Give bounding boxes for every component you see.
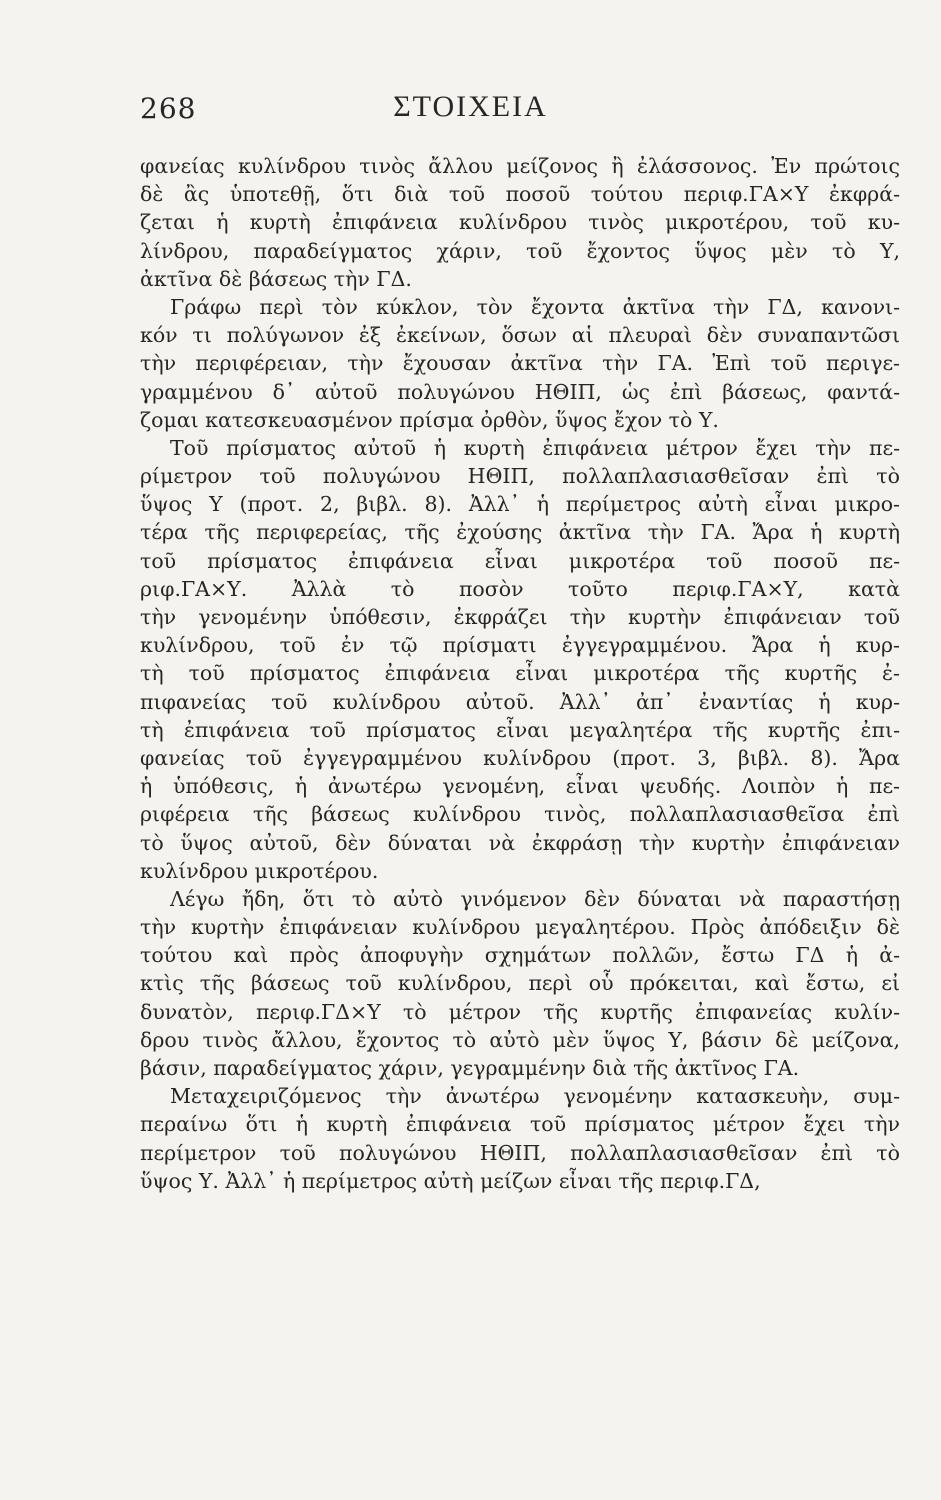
text-line: τοῦ πρίσματος ἐπιφάνεια εἶναι μικροτέρα τοῦ ποσοῦ πε- bbox=[140, 548, 900, 573]
paragraph bbox=[140, 293, 900, 434]
text-line: περαίνω ὅτι ἡ κυρτὴ ἐπιφάνεια τοῦ πρίσματος μέτρον ἔχει τὴν bbox=[140, 1112, 900, 1137]
text-line: κόν τι πολύγωνον ἐξ ἐκείνων, ὅσων αἱ πλευραὶ δὲν συναπαντῶσι bbox=[140, 323, 900, 348]
text-line: γραμμένου δ᾽ αὐτοῦ πολυγώνου ΗΘΙΠ, ὡς ἐπὶ βάσεως, φαντά- bbox=[140, 379, 900, 404]
text-line: ἡ ὑπόθεσις, ἡ ἀνωτέρω γενομένη, εἶναι ψευδής. Λοιπὸν ἡ πε- bbox=[140, 774, 900, 799]
text-line: πιφανείας τοῦ κυλίνδρου αὐτοῦ. Ἀλλ᾽ ἀπ᾽ ἐναντίας ἡ κυρ- bbox=[140, 689, 900, 714]
text-line: τέρα τῆς περιφερείας, τῆς ἐχούσης ἀκτῖνα τὴν ΓΑ. Ἄρα ἡ κυρτὴ bbox=[140, 520, 900, 545]
running-title: ΣΤΟΙΧΕΙΑ bbox=[393, 90, 548, 123]
paragraph bbox=[140, 1082, 900, 1195]
text-line: τὴ τοῦ πρίσματος ἐπιφάνεια εἶναι μικροτέρα τῆς κυρτῆς ἐ- bbox=[140, 661, 900, 686]
text-line: τὴν γενομένην ὑπόθεσιν, ἐκφράζει τὴν κυρτὴν ἐπιφάνειαν τοῦ bbox=[140, 605, 900, 629]
text-line: ζεται ἡ κυρτὴ ἐπιφάνεια κυλίνδρου τινὸς μικροτέρου, τοῦ κυ- bbox=[140, 210, 900, 235]
text-line: ὕψος Υ. Ἀλλ᾽ ἡ περίμετρος αὐτὴ μείζων εἶναι τῆς περιφ.ΓΔ, bbox=[140, 1168, 761, 1193]
page-header bbox=[0, 88, 941, 138]
text-line: Τοῦ πρίσματος αὐτοῦ ἡ κυρτὴ ἐπιφάνεια μέτρον ἔχει τὴν πε- bbox=[170, 435, 900, 460]
text-line: κτὶς τῆς βάσεως τοῦ κυλίνδρου, περὶ οὗ πρόκειται, καὶ ἔστω, εἰ bbox=[140, 971, 900, 996]
text-line: φανείας κυλίνδρου τινὸς ἄλλου μείζονος ἢ ἐλάσσονος. Ἐν πρώτοις bbox=[140, 154, 900, 178]
text-line: ἀκτῖνα δὲ βάσεως τὴν ΓΔ. bbox=[140, 266, 412, 291]
text-line: τὸ ὕψος αὐτοῦ, δὲν δύναται νὰ ἐκφράσῃ τὴν κυρτὴν ἐπιφάνειαν bbox=[140, 830, 900, 855]
text-line: ζομαι κατεσκευασμένον πρίσμα ὀρθὸν, ὕψος ἔχον τὸ Υ. bbox=[140, 407, 719, 432]
text-line: τὴ ἐπιφάνεια τοῦ πρίσματος εἶναι μεγαλητέρα τῆς κυρτῆς ἐπι- bbox=[140, 717, 900, 742]
text-line: ριφ.ΓΑ×Υ. Ἀλλὰ τὸ ποσὸν τοῦτο περιφ.ΓΑ×Υ, κατὰ bbox=[140, 576, 900, 601]
text-line: κυλίνδρου, τοῦ ἐν τῷ πρίσματι ἐγγεγραμμένου. Ἄρα ἡ κυρ- bbox=[140, 633, 900, 658]
text-line: κυλίνδρου μικροτέρου. bbox=[140, 858, 379, 883]
text-line: περίμετρον τοῦ πολυγώνου ΗΘΙΠ, πολλαπλασιασθεῖσαν ἐπὶ τὸ bbox=[140, 1140, 900, 1165]
text-line: φανείας τοῦ ἐγγεγραμμένου κυλίνδρου (προτ. 3, βιβλ. 8). Ἄρα bbox=[140, 745, 900, 770]
text-line: τούτου καὶ πρὸς ἀποφυγὴν σχημάτων πολλῶν, ἔστω ΓΔ ἡ ἀ- bbox=[140, 943, 900, 968]
page-body bbox=[140, 152, 900, 1195]
text-line: ὕψος Υ (προτ. 2, βιβλ. 8). Ἀλλ᾽ ἡ περίμετρος αὐτὴ εἶναι μικρο- bbox=[140, 492, 900, 517]
text-line: τὴν κυρτὴν ἐπιφάνειαν κυλίνδρου μεγαλητέρου. Πρὸς ἀπόδειξιν δὲ bbox=[140, 915, 900, 940]
text-line: Λέγω ἤδη, ὅτι τὸ αὐτὸ γινόμενον δὲν δύναται νὰ παραστήσῃ bbox=[170, 886, 900, 911]
text-line: λίνδρου, παραδείγματος χάριν, τοῦ ἔχοντος ὕψος μὲν τὸ Υ, bbox=[140, 238, 900, 263]
text-line: Γράφω περὶ τὸν κύκλον, τὸν ἔχοντα ἀκτῖνα τὴν ΓΔ, κανονι- bbox=[170, 294, 900, 319]
text-line: δυνατὸν, περιφ.ΓΔ×Υ τὸ μέτρον τῆς κυρτῆς ἐπιφανείας κυλίν- bbox=[140, 999, 900, 1024]
page-number: 268 bbox=[140, 92, 197, 125]
text-line: δρου τινὸς ἄλλου, ἔχοντος τὸ αὐτὸ μὲν ὕψος Υ, βάσιν δὲ μείζονα, bbox=[140, 1027, 900, 1052]
text-line: ρίμετρον τοῦ πολυγώνου ΗΘΙΠ, πολλαπλασιασθεῖσαν ἐπὶ τὸ bbox=[140, 464, 900, 489]
text-line: Μεταχειριζόμενος τὴν ἀνωτέρω γενομένην κατασκευὴν, συμ- bbox=[170, 1084, 900, 1109]
text-line: ριφέρεια τῆς βάσεως κυλίνδρου τινὸς, πολλαπλασιασθεῖσα ἐπὶ bbox=[140, 802, 900, 827]
text-line: τὴν περιφέρειαν, τὴν ἔχουσαν ἀκτῖνα τὴν ΓΑ. Ἐπὶ τοῦ περιγε- bbox=[140, 351, 900, 376]
paragraph bbox=[140, 885, 900, 1082]
paragraph bbox=[140, 152, 900, 293]
text-line: βάσιν, παραδείγματος χάριν, γεγραμμένην διὰ τῆς ἀκτῖνος ΓΑ. bbox=[140, 1056, 800, 1080]
paragraph bbox=[140, 434, 900, 885]
text-line: δὲ ἂς ὑποτεθῇ, ὅτι διὰ τοῦ ποσοῦ τούτου περιφ.ΓΑ×Υ ἐκφρά- bbox=[140, 182, 900, 207]
